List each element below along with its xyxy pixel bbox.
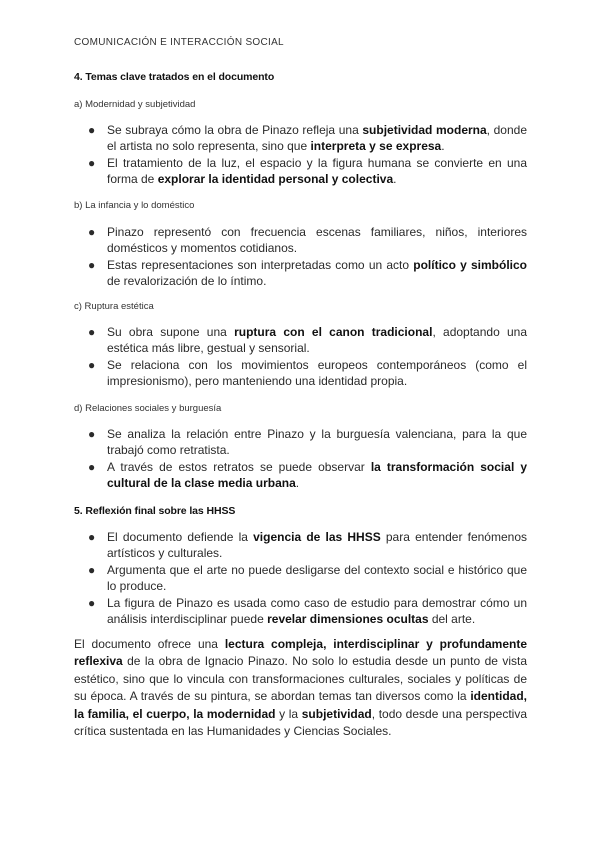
list-item: ● A través de estos retratos se puede observar la transformación social y cultural de la clase media urbana. [88, 459, 527, 491]
subsection-b-list [88, 224, 527, 290]
bullet-icon: ● [88, 123, 96, 137]
list-item: ● La figura de Pinazo es usada como caso de estudio para demostrar cómo un análisis interdisciplinar puede revelar dimensiones ocultas del arte. [88, 595, 527, 627]
subsection-c-title: c) Ruptura estética [74, 301, 154, 312]
subsection-a-title: a) Modernidad y subjetividad [74, 99, 196, 110]
bullet-icon: ● [88, 155, 96, 170]
bullet-icon: ● [88, 225, 96, 239]
list-item: ● Su obra supone una ruptura con el canon tradicional, adoptando una estética más libre, gestual y sensorial. [88, 325, 528, 356]
bullet-icon: ● [88, 325, 96, 339]
list-item: ● Estas representaciones son interpretadas como un acto político y simbólico de revalorización de lo íntimo. [88, 257, 527, 289]
subsection-b-title: b) La infancia y lo doméstico [74, 200, 195, 211]
list-item: ● El documento defiende la vigencia de las HHSS para entender fenómenos artísticos y culturales. [88, 530, 527, 561]
page-header: COMUNICACIÓN E INTERACCIÓN SOCIAL [74, 37, 284, 48]
list-item: ● Se subraya cómo la obra de Pinazo refleja una subjetividad moderna, donde el artista no solo representa, sino que interpreta y se expresa. [88, 123, 527, 154]
bullet-icon: ● [88, 427, 96, 441]
subsection-c-list [88, 324, 528, 390]
bullet-icon: ● [88, 357, 96, 372]
conclusion-paragraph: El documento ofrece una lectura compleja, interdisciplinar y profundamente reflexiva de la obra de Ignacio Pinazo. No solo lo estudia desde un punto de vista estético, sino que lo vincula con transformaciones culturales, sociales y políticas de su época. A través de su pintura, se abordan temas tan diversos como la identidad, la familia, el cuerpo, la modernidad y la subjetividad, todo desde una perspectiva crítica sustentada en las Humanidades y Ciencias Sociales. [74, 637, 528, 739]
subsection-d-list [88, 426, 527, 492]
list-item: ● Se analiza la relación entre Pinazo y la burguesía valenciana, para la que trabajó como retratista. [88, 427, 527, 458]
section-5-list [88, 529, 527, 627]
list-item: ● Argumenta que el arte no puede desligarse del contexto social e histórico que lo produce. [88, 562, 527, 594]
list-item: ● Pinazo representó con frecuencia escenas familiares, niños, interiores domésticos y momentos cotidianos. [88, 225, 527, 256]
list-item: ● El tratamiento de la luz, el espacio y la figura humana se convierte en una forma de explorar la identidad personal y colectiva. [88, 155, 527, 187]
section-5-title: 5. Reflexión final sobre las HHSS [74, 505, 236, 517]
subsection-a-list [88, 122, 527, 188]
bullet-icon: ● [88, 595, 96, 610]
bullet-icon: ● [88, 530, 96, 544]
bullet-icon: ● [88, 562, 96, 577]
subsection-d-title: d) Relaciones sociales y burguesía [74, 403, 222, 414]
section-4-title: 4. Temas clave tratados en el documento [74, 71, 275, 83]
bullet-icon: ● [88, 257, 96, 272]
bullet-icon: ● [88, 459, 96, 474]
list-item: ● Se relaciona con los movimientos europeos contemporáneos (como el impresionismo), pero manteniendo una identidad propia. [88, 357, 527, 389]
